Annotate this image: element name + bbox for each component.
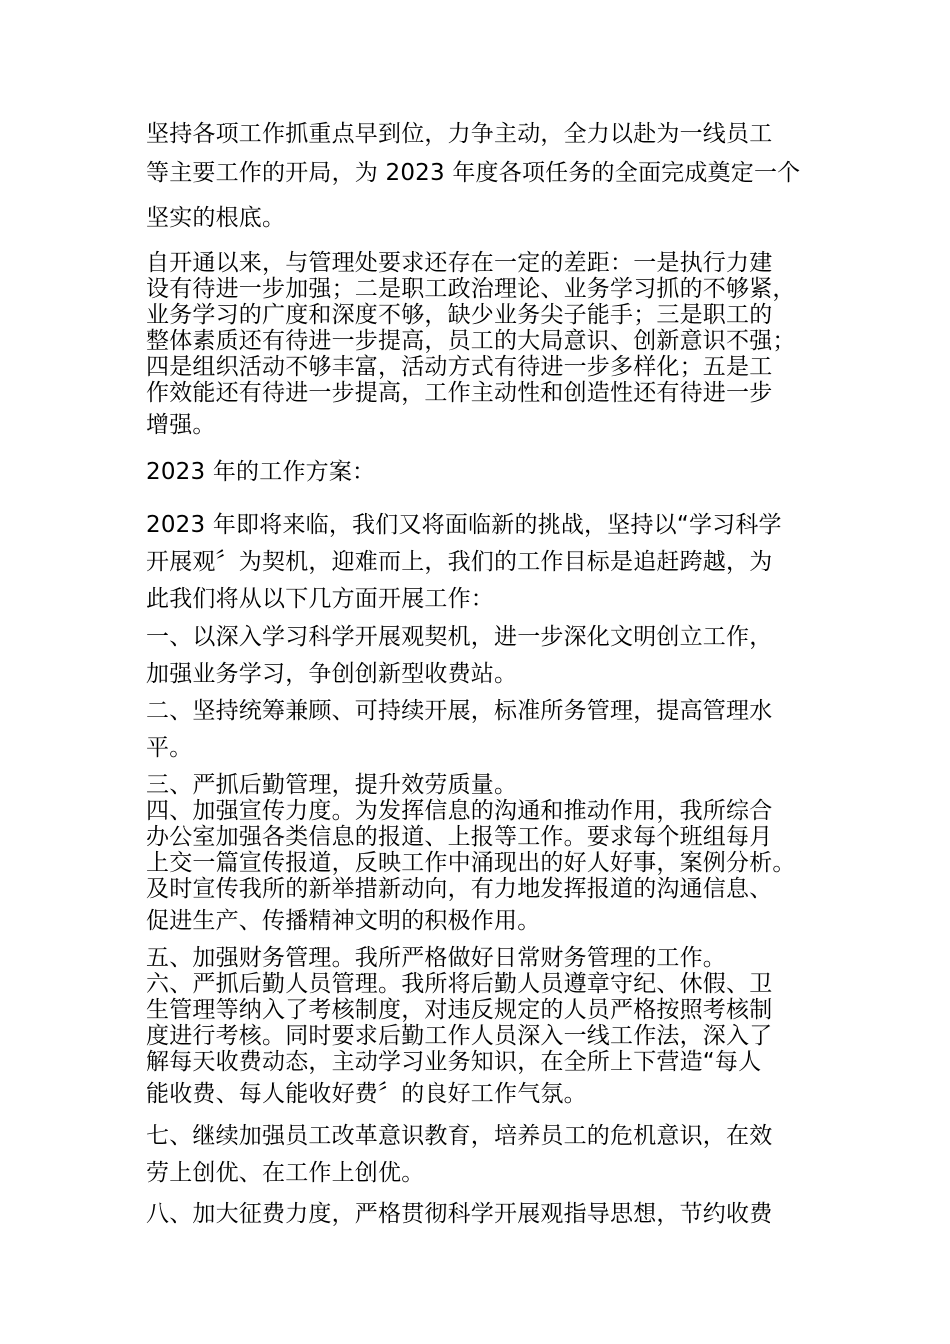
text-line: 业务学习的广度和深度不够，缺少业务尖子能手；三是职工的 <box>146 302 773 328</box>
text-line: 劳上创优、在工作上创优。 <box>146 1160 425 1186</box>
text-line: 坚持各项工作抓重点早到位，力争主动，全力以赴为一线员工 <box>146 121 773 147</box>
text-line: 一、以深入学习科学开展观契机，进一步深化文明创立工作， <box>146 624 773 650</box>
text-line: 四是组织活动不够丰富，活动方式有待进一步多样化；五是工 <box>146 354 773 380</box>
section-heading: 2023 年的工作方案： <box>146 459 376 485</box>
text-line: 上交一篇宣传报道，反映工作中涌现出的好人好事，案例分析。 <box>146 850 796 876</box>
text-line: 办公室加强各类信息的报道、上报等工作。要求每个班组每月 <box>146 824 773 850</box>
text-line: 能收费、每人能收好费〞的良好工作气氛。 <box>146 1081 587 1107</box>
text-line: 增强。 <box>146 412 216 438</box>
text-line: 六、严抓后勤人员管理。我所将后勤人员遵章守纪、休假、卫 <box>146 971 773 997</box>
text-line: 及时宣传我所的新举措新动向，有力地发挥报道的沟通信息、 <box>146 876 773 902</box>
text-line: 加强业务学习，争创创新型收费站。 <box>146 661 518 687</box>
text-line: 五、加强财务管理。我所严格做好日常财务管理的工作。 <box>146 945 726 971</box>
text-line: 自开通以来，与管理处要求还存在一定的差距：一是执行力建 <box>146 250 773 276</box>
text-line: 整体素质还有待进一步提高，员工的大局意识、创新意识不强； <box>146 328 796 354</box>
text-line: 八、加大征费力度，严格贯彻科学开展观指导思想，节约收费 <box>146 1201 773 1227</box>
text-line: 设有待进一步加强；二是职工政治理论、业务学习抓的不够紧， <box>146 276 796 302</box>
text-line: 开展观〞为契机，迎难而上，我们的工作目标是追赶跨越，为 <box>146 549 773 575</box>
text-line: 坚实的根底。 <box>146 205 286 231</box>
text-line: 此我们将从以下几方面开展工作： <box>146 586 494 612</box>
text-line: 四、加强宣传力度。为发挥信息的沟通和推动作用，我所综合 <box>146 798 773 824</box>
text-line: 三、严抓后勤管理，提升效劳质量。 <box>146 772 518 798</box>
text-line: 生管理等纳入了考核制度，对违反规定的人员严格按照考核制 <box>146 997 773 1023</box>
text-line: 平。 <box>146 735 193 761</box>
text-line: 作效能还有待进一步提高，工作主动性和创造性还有待进一步 <box>146 380 773 406</box>
text-line: 2023 年即将来临，我们又将面临新的挑战，坚持以“学习科学 <box>146 512 782 538</box>
text-line: 度进行考核。同时要求后勤工作人员深入一线工作法，深入了 <box>146 1023 773 1049</box>
text-line: 等主要工作的开局，为 2023 年度各项任务的全面完成奠定一个 <box>146 160 801 186</box>
text-line: 二、坚持统筹兼顾、可持续开展，标准所务管理，提高管理水 <box>146 698 773 724</box>
text-line: 七、继续加强员工改革意识教育，培养员工的危机意识，在效 <box>146 1123 773 1149</box>
text-line: 促进生产、传播精神文明的积极作用。 <box>146 908 541 934</box>
text-line: 解每天收费动态，主动学习业务知识，在全所上下营造“每人 <box>146 1049 762 1075</box>
